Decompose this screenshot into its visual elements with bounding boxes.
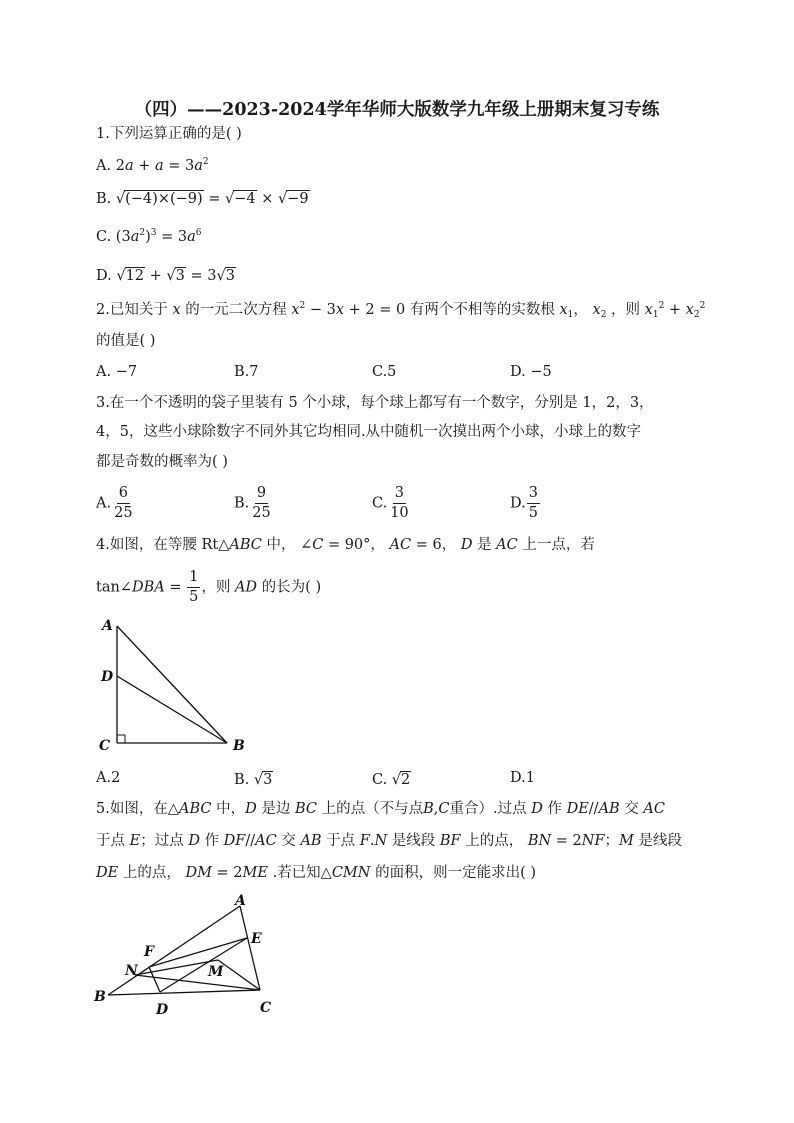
question-2-stem-line-2: 的值是( ) xyxy=(96,333,156,349)
question-4-option-d: D.1 xyxy=(510,770,535,786)
point-f-label: F xyxy=(144,944,154,960)
option-label: C. xyxy=(96,229,112,245)
question-1-option-b: B. √(−4)×(−9) = √−4 × √−9 xyxy=(96,191,309,207)
question-3-option-c: C. $\frac{3}{10}$ xyxy=(372,485,409,522)
triangle-abc-figure xyxy=(96,612,256,756)
option-label: B. xyxy=(234,772,250,788)
question-2-stem: 2.已知关于 x 的一元二次方程 $x^2 - 3x + 2 = 0$ 有两个不相等的实数根 $x_1$， $x_2$ ，则 $x_1^2 + x_2^2$ xyxy=(96,301,706,320)
point-c-label: C xyxy=(260,1000,272,1016)
option-label: B. xyxy=(96,191,112,207)
point-e-label: E xyxy=(251,931,262,947)
question-4-stem-line-1: 4.如图，在等腰 Rt△ABC 中， ∠C = 90°， AC = 6， D 是 AC 上一点，若 xyxy=(96,537,595,553)
question-4-stem-line-2: tan∠DBA = $\frac{1}{5}$ ，则 AD 的长为( ) xyxy=(96,569,322,606)
option-label: D. xyxy=(510,495,526,512)
question-4-option-a: A.2 xyxy=(96,770,121,786)
option-label: C. xyxy=(372,495,388,512)
question-4-option-c: C. √2 xyxy=(372,772,411,788)
question-2-option-c: C.5 xyxy=(372,364,397,380)
question-3-stem-line-1: 3.在一个不透明的袋子里装有 5 个小球，每个球上都写有一个数字，分别是 1，2，3， xyxy=(96,395,654,411)
option-label: A. xyxy=(96,495,112,512)
point-d-label: D xyxy=(101,669,114,685)
page-title: （四）——2023-2024学年华师大版数学九年级上册期末复习专练 xyxy=(134,100,660,120)
point-a-label: A xyxy=(235,893,246,909)
question-1-option-d: D. √12 + √3 = 3√3 xyxy=(96,268,235,284)
point-b-label: B xyxy=(233,738,245,754)
question-1-option-a: A. $2a + a = 3a^2$ xyxy=(96,157,209,174)
question-2-option-a: A. −7 xyxy=(96,364,138,380)
question-5-stem-line-2: 于点 E；过点 D 作 DF//AC 交 AB 于点 F.N 是线段 BF 上的点， BN = 2NF；M 是线段 xyxy=(96,833,682,849)
question-4-option-b: B. √3 xyxy=(234,772,273,788)
option-label: B. xyxy=(234,495,250,512)
question-3-option-b: B. $\frac{9}{25}$ xyxy=(234,485,271,522)
option-label: A. xyxy=(96,158,112,174)
option-label: D. xyxy=(96,268,112,284)
question-3-stem-line-2: 4，5，这些小球除数字不同外其它均相同.从中随机一次摸出两个小球，小球上的数字 xyxy=(96,424,642,440)
question-3-stem-line-3: 都是奇数的概率为( ) xyxy=(96,454,228,470)
point-d-label: D xyxy=(156,1002,169,1018)
question-3-option-a: A. $\frac{6}{25}$ xyxy=(96,485,133,522)
question-2-option-b: B.7 xyxy=(234,364,259,380)
point-m-label: M xyxy=(208,964,224,980)
question-1-stem: 1.下列运算正确的是( ) xyxy=(96,126,242,142)
point-a-label: A xyxy=(102,618,113,634)
question-5-stem-line-3: DE 上的点， DM = 2ME .若已知△CMN 的面积，则一定能求出( ) xyxy=(96,865,537,881)
question-1-option-c: C. $(3a^2)^3 = 3a^6$ xyxy=(96,228,202,245)
question-5-stem-line-1: 5.如图，在△ABC 中，D 是边 BC 上的点（不与点B,C重合）.过点 D 作 DE//AB 交 AC xyxy=(96,801,665,817)
option-label: C. xyxy=(372,772,388,788)
question-2-option-d: D. −5 xyxy=(510,364,552,380)
point-n-label: N xyxy=(125,963,138,979)
option-label: D. xyxy=(510,770,526,786)
point-c-label: C xyxy=(99,738,111,754)
point-b-label: B xyxy=(94,989,106,1005)
option-label: A. xyxy=(96,770,112,786)
question-3-option-d: D. $\frac{3}{5}$ xyxy=(510,485,538,522)
triangle-cmn-figure xyxy=(90,890,290,1020)
